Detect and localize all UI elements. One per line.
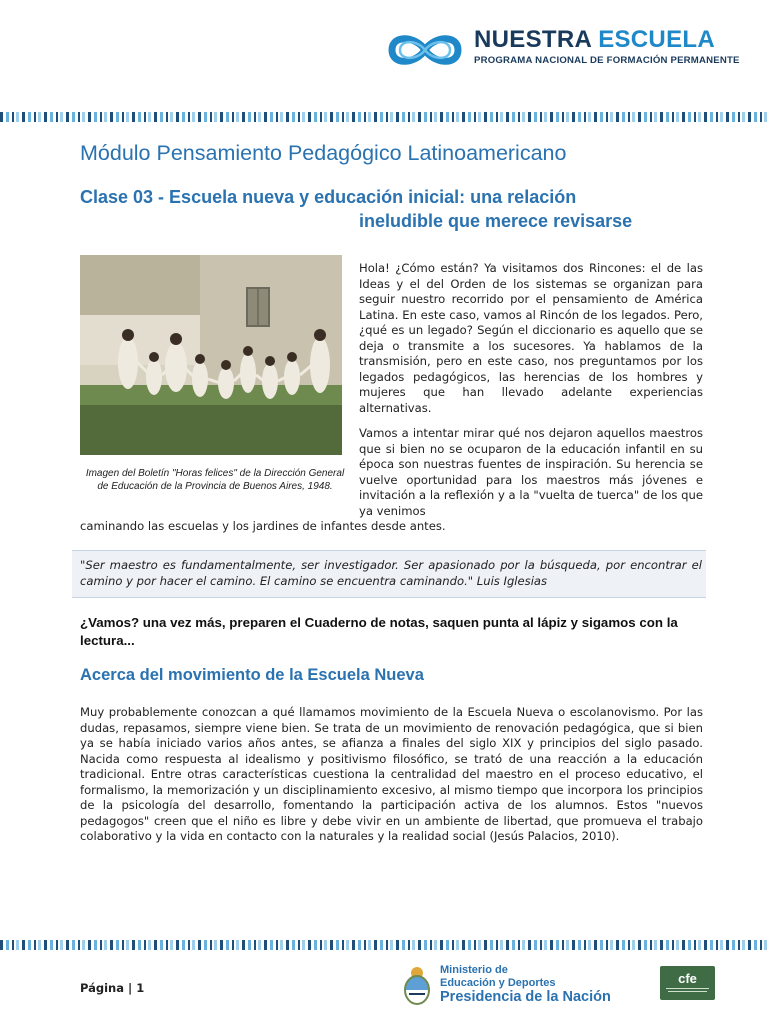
cfe-logo-text: cfe <box>678 971 697 986</box>
ministry-logo <box>400 962 640 1010</box>
brand-name <box>474 26 715 54</box>
photo-caption <box>80 467 350 493</box>
infinity-icon <box>384 28 466 72</box>
ministry-line-1: Ministerio de <box>440 964 508 976</box>
escuela-nueva-paragraph: Muy probablemente conozcan a qué llamamos movimiento de la Escuela Nueva o escolanovismo. Por las dudas, repasamos, siempre viene bien. Se trata de un movimiento de renovación pedagógica, que si bien ya se había iniciado varios años antes, se afianza a finales del siglo XIX y principios del siglo pasado. Nacida como respuesta al idealismo y positivismo filosófico, se trató de una reacción a la educación tradicional. Entre otras características cuestiona la centralidad del maestro en el proceso educativo, el formalismo, la memorización y un disciplinamiento excesivo, al mismo tiempo que incorpora los principios de la psicología del desarrollo, fomentando la participación activa de los alumnos. Estos "nuevos pedagogos" creen que el niño es libre y debe vivir en un ambiente de libertad, que promueva el trabajo colaborativo y la vida en contacto con la naturales y la realidad social (Jesús Palacios, 2010). <box>80 705 703 843</box>
module-title: Módulo Pensamiento Pedagógico Latinoamericano <box>80 141 567 165</box>
header-divider <box>0 112 768 122</box>
section-title: Acerca del movimiento de la Escuela Nueva <box>80 666 424 684</box>
ministry-line-3: Presidencia de la Nación <box>440 989 611 1005</box>
call-to-action: ¿Vamos? una vez más, preparen el Cuaderno de notas, saquen punta al lápiz y sigamos con la lectura... <box>80 615 678 648</box>
quote-text: "Ser maestro es fundamentalmente, ser investigador. Ser apasionado por la búsqueda, por encontrar el camino y por hacer el camino. El camino se encuentra caminando." Luis Iglesias <box>80 558 702 588</box>
caption-line-1: Imagen del Boletín "Horas felices" de la Dirección General <box>85 468 345 479</box>
brand-word-2: ESCUELA <box>598 26 715 53</box>
coat-of-arms-icon <box>400 964 434 1008</box>
brand-word-1: NUESTRA <box>474 26 592 53</box>
brand-logo <box>384 24 740 74</box>
footer-divider <box>0 940 768 950</box>
page-number: Página | 1 <box>80 981 145 995</box>
class-title-line-2: ineludible que merece revisarse <box>359 211 633 231</box>
cfe-rule-2 <box>668 991 707 992</box>
inspiration-paragraph: Vamos a intentar mirar qué nos dejaron aquellos maestros que si bien no se ocuparon de la educación infantil en su época son nuestras fuentes de inspiración. Su herencia se vuelve oportunidad para los maestros más jóvenes e invitación a la reflexión y a la "vuelta de tuerca" de los que ya venimos <box>359 426 703 518</box>
brand-subtitle: PROGRAMA NACIONAL DE FORMACIÓN PERMANENTE <box>474 55 740 66</box>
class-title-line-1: Clase 03 - Escuela nueva y educación inicial: una relación <box>80 187 577 207</box>
intro-paragraph: Hola! ¿Cómo están? Ya visitamos dos Rincones: el de las Ideas y el del Orden de los sistemas se organizan para seguir nuestro recorrido por el pensamiento de América Latina. En este caso, vamos al Rincón de los legados. Pero, ¿qué es un legado? Según el diccionario es aquello que se deja o transmite a los sucesores. Ya hablamos de la transmisión, pero en este caso, nos preguntamos por los legados pedagógicos, las herencias de los hombres y mujeres que han llevado adelante experiencias alternativas. <box>359 261 703 415</box>
ministry-line-2: Educación y Deportes <box>440 977 556 989</box>
cfe-rule-1 <box>666 988 709 989</box>
historical-photo <box>80 255 342 455</box>
inspiration-paragraph-tail: caminando las escuelas y los jardines de infantes desde antes. <box>80 519 446 533</box>
caption-line-2: de Educación de la Provincia de Buenos Aires, 1948. <box>97 481 333 492</box>
cfe-logo <box>660 966 715 1000</box>
